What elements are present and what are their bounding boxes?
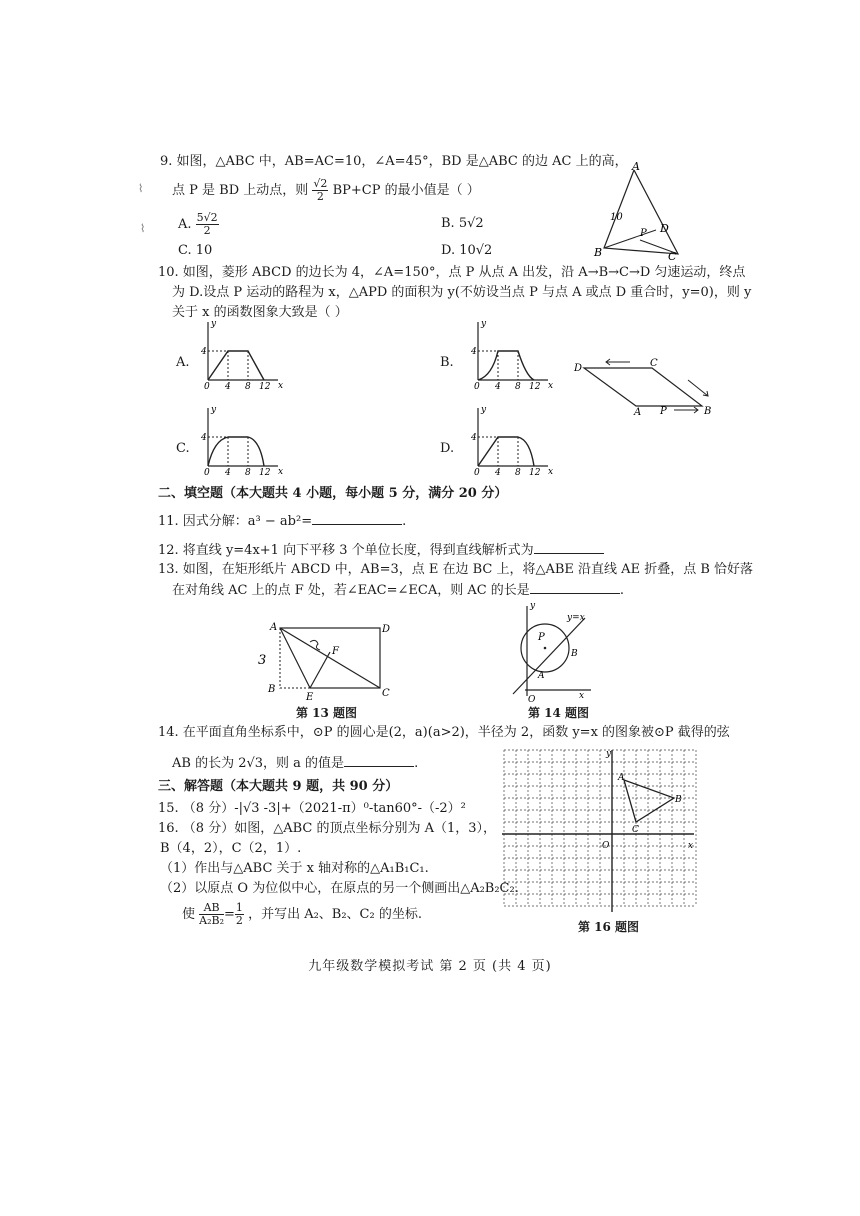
q10-graph-b: [468, 318, 558, 390]
q16-line5: [182, 902, 422, 927]
q16-c-label: C: [632, 825, 639, 835]
q9-option-a-fraction: [196, 212, 219, 237]
q10a-t8: 8: [245, 382, 251, 392]
q10d-t4: 4: [495, 468, 501, 478]
q13-label-b: B: [268, 684, 276, 695]
q10-option-d[interactable]: D.: [440, 441, 455, 456]
q12-text: 12. 将直线 y=4x+1 向下平移 3 个单位长度，得到直线解析式为: [158, 543, 534, 558]
q9-label-a: A: [632, 160, 640, 173]
q10-rhombus-b: B: [704, 406, 712, 417]
q16-origin-label: O: [602, 841, 610, 851]
q10-rhombus-figure: [570, 356, 720, 420]
q10a-origin: 0: [204, 382, 210, 392]
q10-option-c[interactable]: C.: [176, 441, 190, 456]
q9-label-d: D: [660, 222, 669, 235]
section3-heading: 三、解答题（本大题共 9 题，共 90 分）: [158, 779, 399, 794]
q9-triangle-figure: [588, 162, 688, 262]
q10a-h4: 4: [201, 347, 207, 357]
q14-line1: 14. 在平面直角坐标系中，⊙P 的圆心是(2，a)(a>2)，半径为 2，函数 y=x 的图象被⊙P 截得的弦: [158, 725, 730, 740]
q16-a-label: A: [618, 773, 625, 783]
scan-mark: ⌇: [140, 222, 146, 235]
q10b-x-label: x: [548, 381, 554, 391]
q14-x-label: x: [579, 691, 585, 701]
q9-line2: [172, 178, 480, 203]
q10c-x-label: x: [278, 467, 284, 477]
q14-b-label: B: [571, 649, 578, 659]
q13-label-e: E: [306, 692, 314, 703]
q16-half-fraction: [235, 902, 244, 927]
q13-label-a: A: [270, 622, 278, 633]
q14-circle-figure: [505, 600, 597, 705]
q10d-origin: 0: [474, 468, 480, 478]
q14-caption: 第 14 题图: [528, 706, 590, 720]
q11-answer-blank[interactable]: [312, 512, 402, 525]
q10-line2: 为 D.设点 P 运动的路程为 x，△APD 的面积为 y(不妨设当点 P 与点 A 或点 D 重合时，y=0)，则 y: [172, 285, 752, 300]
section2-heading: 二、填空题（本大题共 4 小题，每小题 5 分，满分 20 分）: [158, 486, 508, 501]
q10b-t4: 4: [495, 382, 501, 392]
q10-graph-d: [468, 404, 558, 476]
q16-line3: （1）作出与△ABC 关于 x 轴对称的△A₁B₁C₁.: [160, 861, 429, 876]
q13-rectangle-figure: [258, 618, 398, 704]
q13-line2-text: 在对角线 AC 上的点 F 处，若∠EAC=∠ECA，则 AC 的长是: [172, 583, 530, 598]
q9-option-a[interactable]: [178, 212, 219, 237]
q9-label-p: P: [640, 228, 647, 239]
q9-line1: 9. 如图，△ABC 中，AB=AC=10，∠A=45°，BD 是△ABC 的边 AC 上的高，: [160, 154, 628, 169]
q16-line4: （2）以原点 O 为位似中心，在原点的另一个侧画出△A₂B₂C₂.: [160, 881, 519, 896]
q14-line-label: y=x: [567, 613, 585, 623]
q14-y-label: y: [530, 601, 536, 611]
q9-line2-b: BP+CP 的最小值是（ ）: [332, 183, 480, 198]
q10-rhombus-c: C: [650, 358, 658, 369]
q10-rhombus-a: A: [634, 407, 642, 418]
q11-text: 11. 因式分解：a³ − ab²=: [158, 514, 313, 529]
q16-ratio-den: A₂B₂: [199, 914, 225, 927]
q10b-t8: 8: [515, 382, 521, 392]
q10b-origin: 0: [474, 382, 480, 392]
q15: 15. （8 分）-|√3 -3|+（2021-π）⁰-tan60°-（-2）²: [158, 801, 466, 816]
q9-label-side: 10: [610, 212, 623, 223]
q9-option-c[interactable]: C. 10: [178, 243, 213, 258]
q13-label-c: C: [382, 688, 390, 699]
q10-line3: 关于 x 的函数图象大致是（ ）: [172, 305, 348, 320]
q10d-x-label: x: [548, 467, 554, 477]
q14-line2: [172, 754, 418, 772]
q16-grid-figure: [498, 746, 698, 916]
q10-option-a[interactable]: A.: [176, 355, 190, 370]
q16-line1: 16. （8 分）如图，△ABC 的顶点坐标分别为 A（1，3），: [158, 821, 497, 836]
q10a-y-label: y: [211, 319, 217, 329]
q10-option-b[interactable]: B.: [440, 355, 454, 370]
q14-p-label: P: [538, 632, 545, 643]
q14-origin-label: O: [528, 695, 536, 705]
q10-rhombus-d: D: [574, 363, 583, 374]
q16-line2: B（4，2），C（2，1）.: [160, 841, 302, 856]
scan-mark: ⌇: [138, 182, 144, 195]
q13-label-d: D: [382, 624, 391, 635]
q10-graph-a: [198, 318, 288, 390]
q10c-y-label: y: [211, 405, 217, 415]
q10c-h4: 4: [201, 433, 207, 443]
q9-option-a-den: 2: [203, 224, 211, 237]
q16-caption: 第 16 题图: [578, 920, 640, 934]
q16-half-num: 1: [235, 901, 243, 914]
q16-y-label: y: [606, 749, 612, 759]
q10b-h4: 4: [471, 347, 477, 357]
q9-option-a-num: 5√2: [196, 211, 218, 224]
q10a-t4: 4: [225, 382, 231, 392]
q16-half-den: 2: [235, 914, 243, 927]
q9-coef-fraction: [312, 178, 328, 203]
q10-graph-c: [198, 404, 288, 476]
q10c-origin: 0: [204, 468, 210, 478]
q11: [158, 512, 406, 530]
q9-option-d[interactable]: D. 10√2: [441, 243, 493, 258]
q10d-t12: 12: [529, 468, 541, 478]
q10d-y-label: y: [481, 405, 487, 415]
page-footer: 九年级数学模拟考试 第 2 页 (共 4 页): [308, 959, 552, 974]
q16-line5-a: 使: [182, 907, 196, 922]
q14-answer-blank[interactable]: [344, 754, 414, 767]
q9-coef-den: 2: [316, 190, 324, 203]
q10b-y-label: y: [481, 319, 487, 329]
q16-ratio-fraction: [199, 902, 224, 927]
q10-rhombus-p: P: [660, 406, 667, 417]
q9-coef-num: √2: [313, 177, 328, 190]
q13-answer-blank[interactable]: [530, 581, 620, 594]
q16-grid-lines: [504, 750, 696, 906]
q10-line1: 10. 如图，菱形 ABCD 的边长为 4，∠A=150°，点 P 从点 A 出发，沿 A→B→C→D 匀速运动，终点: [158, 265, 746, 280]
q16-b-label: B: [675, 795, 682, 805]
q11-end: .: [402, 514, 407, 529]
q10a-x-label: x: [278, 381, 284, 391]
q16-x-label: x: [688, 841, 694, 851]
q12-answer-blank[interactable]: [534, 541, 604, 554]
q14-a-label: A: [538, 671, 545, 681]
q13-line2: [172, 581, 624, 599]
q13-handwritten-3: 3: [258, 653, 267, 668]
q10c-t8: 8: [245, 468, 251, 478]
q9-label-b: B: [594, 246, 603, 259]
q16-line5-b: ，并写出 A₂、B₂、C₂ 的坐标.: [248, 907, 422, 922]
q14-end: .: [414, 756, 419, 771]
q9-option-b[interactable]: B. 5√2: [441, 216, 484, 231]
q10a-t12: 12: [259, 382, 271, 392]
q9-option-a-label: A.: [178, 217, 192, 232]
q13-end: .: [619, 583, 624, 598]
q10b-t12: 12: [529, 382, 541, 392]
q9-label-c: C: [668, 250, 677, 263]
q10d-h4: 4: [471, 433, 477, 443]
q16-ratio-num: AB: [199, 902, 224, 915]
q9-line2-a: 点 P 是 BD 上动点，则: [172, 183, 309, 198]
q13-line1: 13. 如图，在矩形纸片 ABCD 中，AB=3，点 E 在边 BC 上，将△ABE 沿直线 AE 折叠，点 B 恰好落: [158, 562, 754, 577]
q13-caption: 第 13 题图: [296, 706, 358, 720]
q14-line2-text: AB 的长为 2√3，则 a 的值是: [172, 756, 345, 771]
q10c-t12: 12: [259, 468, 271, 478]
q10c-t4: 4: [225, 468, 231, 478]
q16-eq: =: [224, 907, 235, 922]
q13-label-f: F: [332, 646, 339, 657]
q10d-t8: 8: [515, 468, 521, 478]
q12: [158, 541, 604, 559]
